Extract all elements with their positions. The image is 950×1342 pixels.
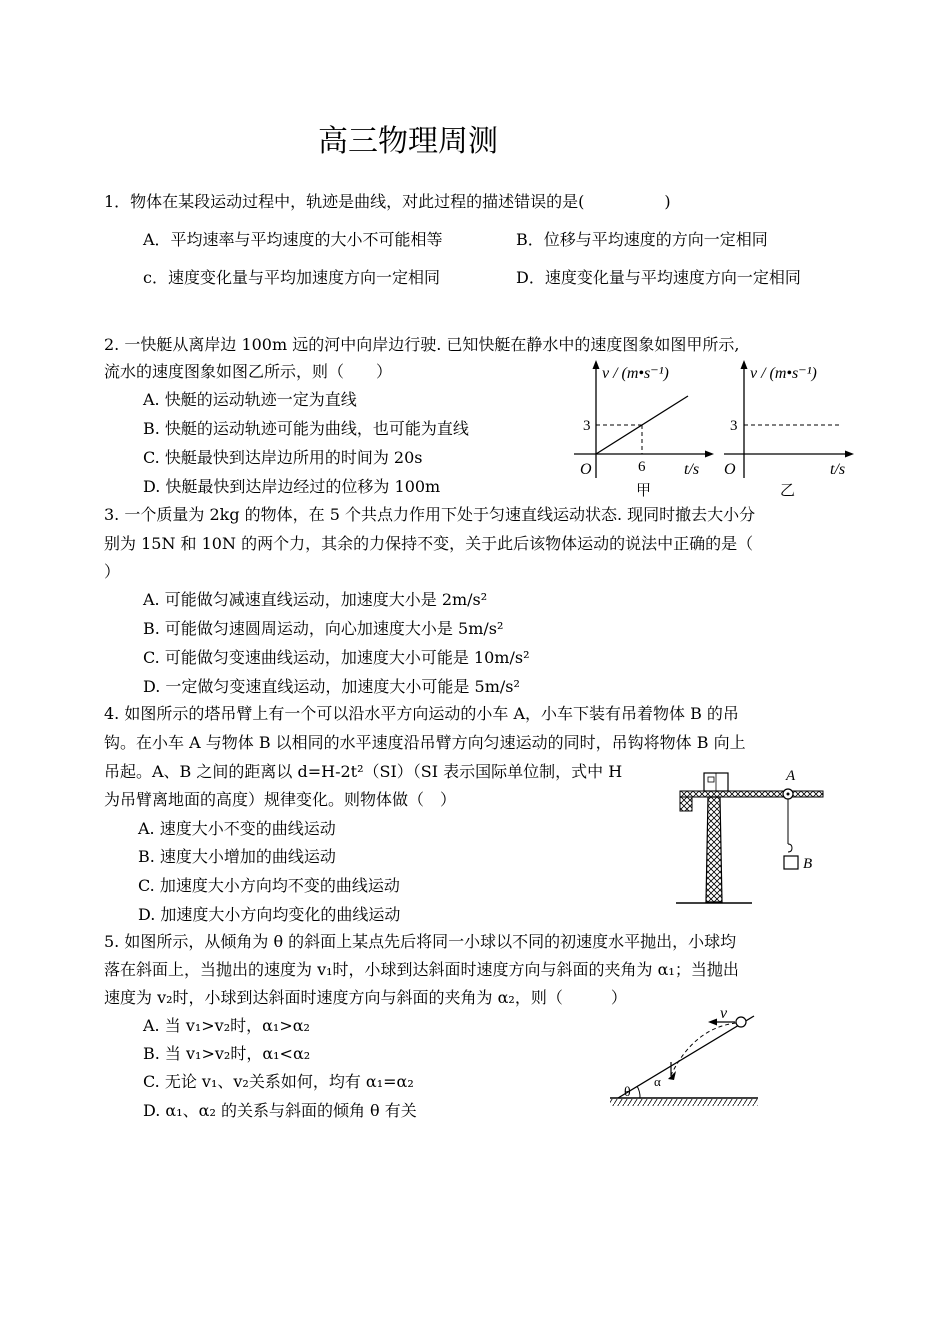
label-alpha: α xyxy=(654,1074,661,1089)
figure-jia-velocity-graph xyxy=(566,358,716,500)
q4-option-d: D. 加速度大小方向均变化的曲线运动 xyxy=(138,905,401,924)
jia-caption: 甲 xyxy=(636,483,652,499)
q3-option-d: D. 一定做匀变速直线运动，加速度大小可能是 5m/s² xyxy=(143,677,520,696)
q5-option-c: C. 无论 v₁、v₂关系如何，均有 α₁=α₂ xyxy=(143,1072,414,1091)
object-b xyxy=(784,856,798,869)
q5-stem-line2: 落在斜面上，当抛出的速度为 v₁时，小球到达斜面时速度方向与斜面的夹角为 α₁；当抛出 xyxy=(104,960,739,979)
q2-option-d: D. 快艇最快到达岸边经过的位移为 100m xyxy=(143,477,441,496)
jia-y-arrow xyxy=(593,360,600,369)
label-v: v xyxy=(720,1005,728,1022)
q1-option-a: A．平均速率与平均速度的大小不可能相等 xyxy=(143,230,443,249)
crane-counterweight xyxy=(680,797,692,811)
jia-x-label: t/s xyxy=(684,461,700,478)
jia-x-tick: 6 xyxy=(638,459,646,475)
yi-caption: 乙 xyxy=(780,483,796,499)
q5-option-b: B. 当 v₁>v₂时，α₁<α₂ xyxy=(143,1044,311,1063)
q2-option-c: C. 快艇最快到达岸边所用的时间为 20s xyxy=(143,448,423,467)
q4-option-a: A. 速度大小不变的曲线运动 xyxy=(138,819,336,838)
q3-option-a: A. 可能做匀减速直线运动，加速度大小是 2m/s² xyxy=(143,590,488,609)
label-b: B xyxy=(803,856,813,872)
yi-x-arrow xyxy=(845,451,854,458)
jia-x-arrow xyxy=(705,451,714,458)
q5-option-a: A. 当 v₁>v₂时，α₁>α₂ xyxy=(143,1016,310,1035)
q5-stem-line3: 速度为 v₂时，小球到达斜面时速度方向与斜面的夹角为 α₂，则（ ） xyxy=(104,988,627,1007)
velocity-arrow-head xyxy=(708,1019,717,1026)
theta-arc xyxy=(637,1086,640,1098)
q2-option-b: B. 快艇的运动轨迹可能为曲线，也可能为直线 xyxy=(143,419,469,438)
q4-option-b: B. 速度大小增加的曲线运动 xyxy=(138,847,336,866)
jia-y-label: v / (m•s⁻¹) xyxy=(602,365,669,382)
q3-option-c: C. 可能做匀变速曲线运动，加速度大小可能是 10m/s² xyxy=(143,648,530,667)
yi-origin: O xyxy=(724,461,736,478)
ground-hatch xyxy=(610,1099,758,1106)
yi-x-label: t/s xyxy=(830,461,846,478)
trajectory xyxy=(671,1023,736,1075)
trolley-a-hub xyxy=(787,793,790,796)
q1-option-d: D．速度变化量与平均速度方向一定相同 xyxy=(516,268,801,287)
q2-stem-line2: 流水的速度图象如图乙所示，则（ ） xyxy=(104,362,393,381)
figure-incline-projectile xyxy=(604,1000,764,1110)
figure-tower-crane xyxy=(672,764,827,910)
incline xyxy=(618,1016,754,1098)
q1-option-b: B．位移与平均速度的方向一定相同 xyxy=(516,230,768,249)
q4-stem-line4: 为吊臂离地面的高度）规律变化。则物体做（ ） xyxy=(104,790,457,809)
label-theta: θ xyxy=(624,1085,631,1100)
jia-y-tick: 3 xyxy=(583,418,591,434)
crane-tower xyxy=(706,797,722,902)
hook xyxy=(788,844,792,852)
q1-option-c: c．速度变化量与平均加速度方向一定相同 xyxy=(143,268,440,287)
ball xyxy=(736,1017,746,1027)
q4-stem-line2: 钩。在小车 A 与物体 B 以相同的水平速度沿吊臂方向匀速运动的同时，吊钩将物体 B 向上 xyxy=(104,733,746,752)
label-a: A xyxy=(786,768,796,784)
yi-y-arrow xyxy=(741,360,748,369)
yi-y-label: v / (m•s⁻¹) xyxy=(750,365,817,382)
q4-stem-line1: 4. 如图所示的塔吊臂上有一个可以沿水平方向运动的小车 A，小车下装有吊着物体 B 的吊 xyxy=(104,704,739,723)
crane-jib xyxy=(680,791,823,797)
crane-cab-window xyxy=(708,777,714,782)
q4-option-c: C. 加速度大小方向均不变的曲线运动 xyxy=(138,876,400,895)
q3-stem-line1: 3. 一个质量为 2kg 的物体，在 5 个共点力作用下处于匀速直线运动状态. 现同时撤去大小分 xyxy=(104,505,756,524)
q5-stem-line1: 5. 如图所示，从倾角为 θ 的斜面上某点先后将同一小球以不同的初速度水平抛出，小球均 xyxy=(104,932,737,951)
page-title: 高三物理周测 xyxy=(318,124,498,159)
q5-option-d: D. α₁、α₂ 的关系与斜面的倾角 θ 有关 xyxy=(143,1101,417,1120)
q4-stem-line3: 吊起。A、B 之间的距离以 d=H-2t²（SI）（SI 表示国际单位制，式中 H xyxy=(104,762,623,781)
q2-option-a: A. 快艇的运动轨迹一定为直线 xyxy=(143,390,357,409)
figure-yi-velocity-graph xyxy=(718,358,858,500)
q3-stem-line3: ） xyxy=(104,562,121,581)
jia-origin: O xyxy=(580,461,592,478)
q2-stem-line1: 2. 一快艇从离岸边 100m 远的河中向岸边行驶. 已知快艇在静水中的速度图象如图甲所示, xyxy=(104,335,740,354)
q1-stem: 1．物体在某段运动过程中，轨迹是曲线，对此过程的描述错误的是( ) xyxy=(104,192,671,211)
q3-option-b: B. 可能做匀速圆周运动，向心加速度大小是 5m/s² xyxy=(143,619,504,638)
yi-y-tick: 3 xyxy=(730,418,738,434)
q3-stem-line2: 别为 15N 和 10N 的两个力，其余的力保持不变，关于此后该物体运动的说法中正确的是（ xyxy=(104,534,754,553)
